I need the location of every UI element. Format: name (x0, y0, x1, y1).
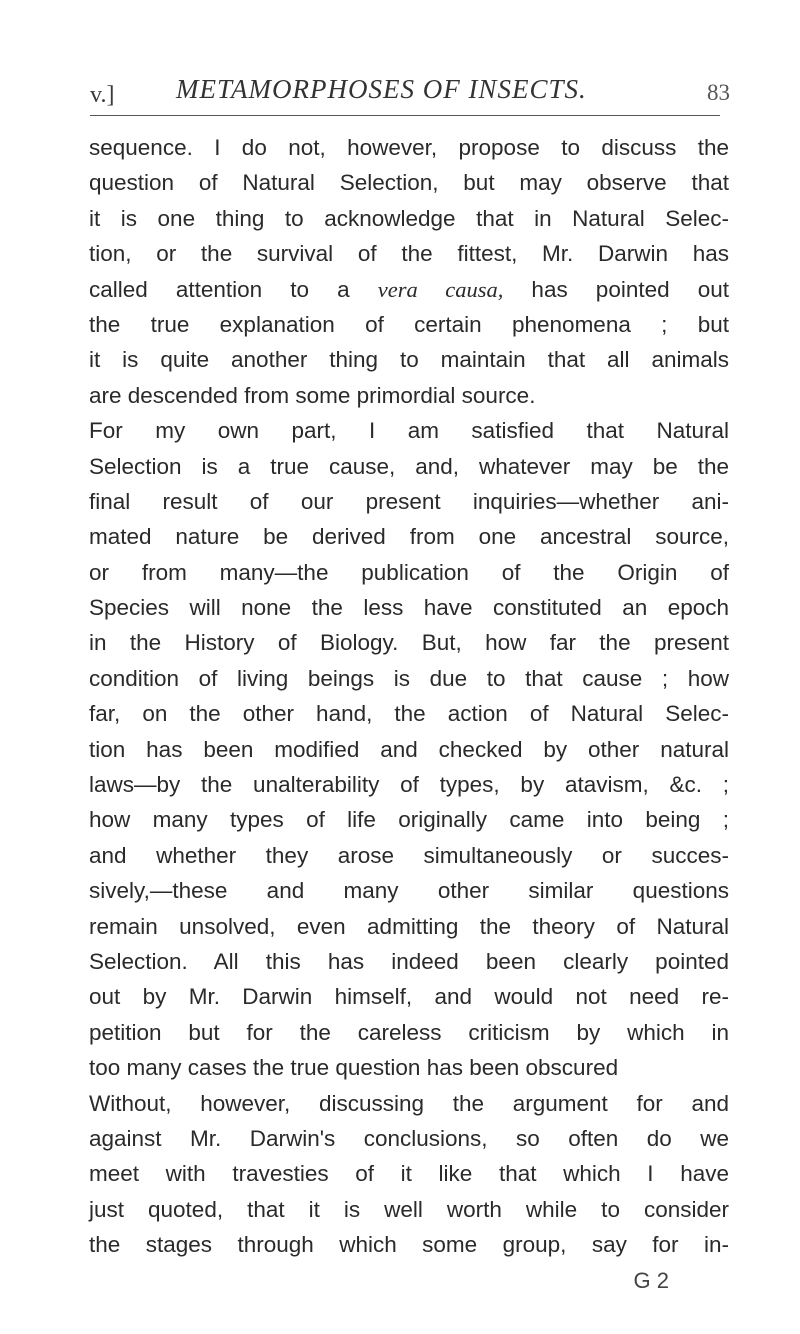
text-line: it is one thing to acknowledge that in Natural Selec- (89, 205, 729, 231)
text-line: the stages through which some group, say for in- (89, 1232, 729, 1258)
text-line: question of Natural Selection, but may observe that (89, 170, 729, 196)
text-line: laws—by the unalterability of types, by atavism, &c. ; (89, 772, 729, 798)
text-line: tion, or the survival of the fittest, Mr. Darwin has (89, 241, 729, 267)
paragraph-start-line: Without, however, discussing the argument for and (89, 1090, 729, 1116)
text-segment: has pointed out (503, 276, 729, 302)
text-line: sively,—these and many other similar questions (89, 878, 729, 904)
text-line: meet with travesties of it like that which I have (89, 1161, 729, 1187)
text-line: Selection. All this has indeed been clearly pointed (89, 948, 729, 974)
text-line: Species will none the less have constituted an epoch (89, 595, 729, 621)
paragraph-start-line: For my own part, I am satisfied that Natural (89, 418, 729, 444)
text-line: are descended from some primordial source. (89, 382, 536, 408)
text-line: tion has been modified and checked by other natural (89, 736, 729, 762)
running-title: METAMORPHOSES OF INSECTS. (176, 74, 587, 104)
text-line: sequence. I do not, however, propose to discuss the (89, 135, 729, 160)
text-line: mated nature be derived from one ancestral source, (89, 524, 729, 550)
running-head (90, 68, 730, 108)
text-line: petition but for the careless criticism by which in (89, 1019, 729, 1045)
chapter-number: v.] (90, 82, 115, 108)
text-line: in the History of Biology. But, how far the present (89, 630, 729, 656)
text-line: remain unsolved, even admitting the theory of Natural (89, 913, 729, 939)
italic-phrase: vera causa, (377, 276, 504, 302)
text-line: final result of our present inquiries—whether ani- (89, 488, 729, 514)
text-line: or from many—the publication of the Origin of (89, 559, 729, 585)
text-line: far, on the other hand, the action of Natural Selec- (89, 701, 729, 727)
text-line: and whether they arose simultaneously or succes- (89, 842, 729, 868)
text-line: it is quite another thing to maintain that all animals (89, 347, 729, 373)
header-rule (90, 115, 720, 116)
text-line: the true explanation of certain phenomena ; but (89, 311, 729, 337)
text-line: how many types of life originally came into being ; (89, 807, 729, 833)
text-line: Selection is a true cause, and, whatever may be the (89, 453, 729, 479)
text-line: out by Mr. Darwin himself, and would not need re- (89, 984, 729, 1010)
text-segment: called attention to a (89, 276, 378, 302)
body-text (89, 130, 729, 1298)
signature-mark: G 2 (633, 1267, 669, 1293)
text-line-with-italic (89, 272, 729, 307)
text-line: condition of living beings is due to that cause ; how (89, 665, 729, 691)
text-line: just quoted, that it is well worth while to consider (89, 1196, 729, 1222)
page-number: 83 (707, 80, 730, 105)
text-line: too many cases the true question has been obscured (89, 1055, 619, 1081)
text-line: against Mr. Darwin's conclusions, so often do we (89, 1125, 729, 1151)
